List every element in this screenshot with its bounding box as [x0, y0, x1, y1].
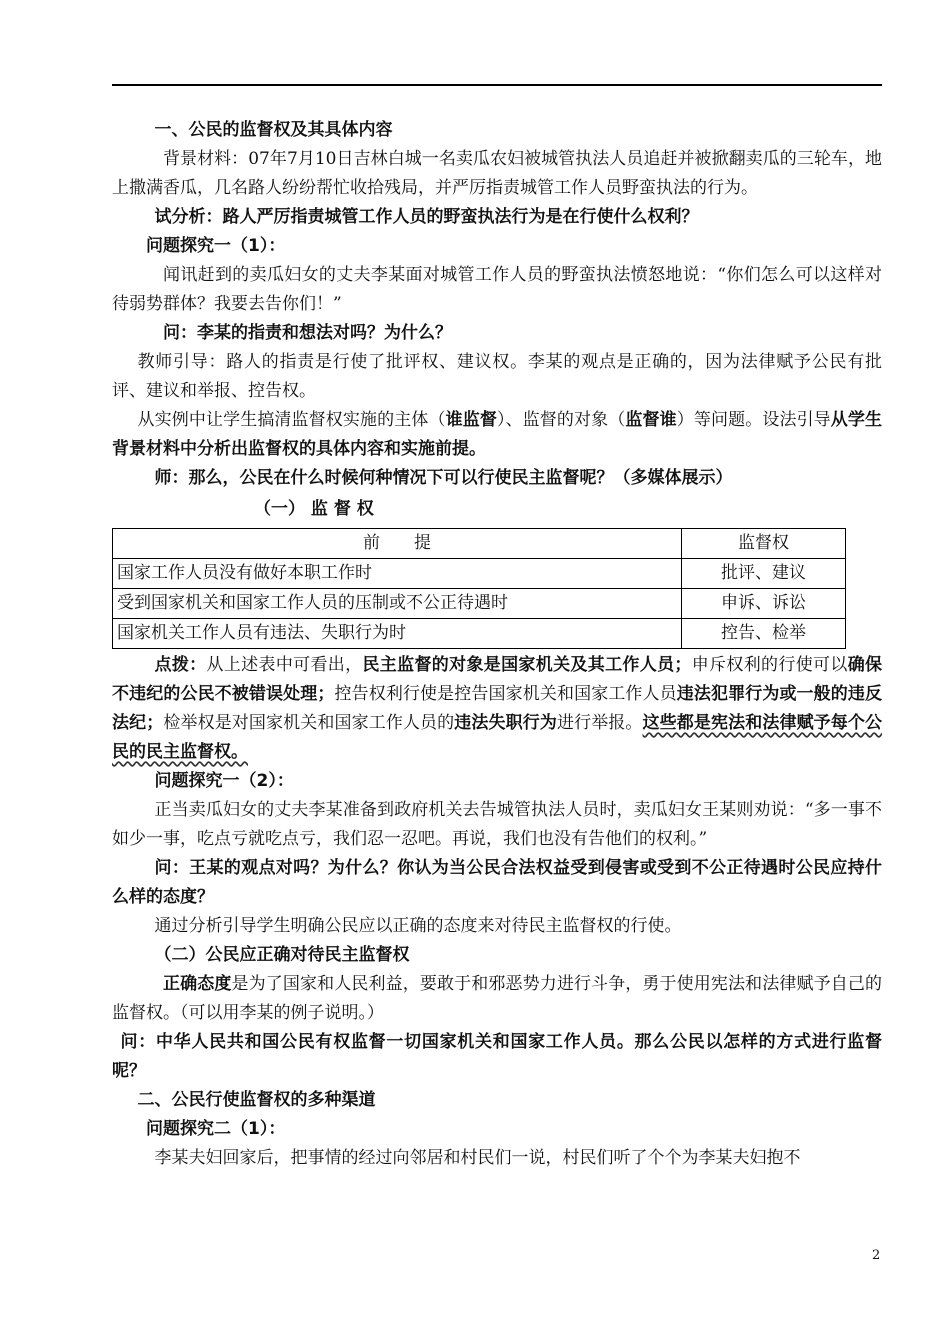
background-material-paragraph: 背景材料：07年7月10日吉林白城一名卖瓜农妇被城管执法人员追赶并被掀翻卖瓜的三轮车，地上撒满香瓜，几名路人纷纷帮忙收拾残局，并严厉指责城管工作人员野蛮执法的行为。	[112, 149, 882, 198]
table-cell-right: 申诉、诉讼	[682, 589, 846, 619]
teacher-question: 师：那么，公民在什么时候何种情况下可以行使民主监督呢？（多媒体展示）	[154, 468, 733, 488]
table-title: （一） 监 督 权	[254, 499, 374, 519]
document-body	[112, 116, 882, 1173]
table-cell-right: 控告、检举	[682, 619, 846, 649]
header-rule	[112, 84, 882, 86]
supervision-table	[112, 528, 846, 649]
li-statement-paragraph: 闻讯赶到的卖瓜妇女的丈夫李某面对城管工作人员的野蛮执法愤怒地说：“你们怎么可以这样对待弱势群体？我要去告你们！”	[112, 265, 882, 314]
correct-attitude-paragraph: 正确态度是为了国家和人民利益，要敢于和邪恶势力进行斗争，勇于使用宪法和法律赋予自己的监督权。（可以用李某的例子说明。）	[112, 974, 883, 1023]
section-heading-1-2: （二）公民应正确对待民主监督权	[154, 945, 410, 965]
header-premise: 前 提	[113, 529, 682, 559]
teacher-guidance-paragraph: 教师引导：路人的指责是行使了批评权、建议权。李某的观点是正确的，因为法律赋予公民有批评、建议和举报、控告权。	[112, 352, 882, 401]
question-channels: 问：中华人民共和国公民有权监督一切国家机关和国家工作人员。那么公民以怎样的方式进行监督呢？	[112, 1032, 882, 1081]
analysis-question: 试分析：路人严厉指责城管工作人员的野蛮执法行为是在行使什么权利？	[154, 207, 699, 227]
supervision-subject-paragraph: 从实例中让学生搞清监督权实施的主体（谁监督）、监督的对象（监督谁）等问题。设法引导从学生背景材料中分析出监督权的具体内容和实施前提。	[112, 410, 883, 459]
table-cell-premise: 国家机关工作人员有违法、失职行为时	[113, 619, 682, 649]
table-cell-premise: 受到国家机关和国家工作人员的压制或不公正待遇时	[113, 589, 682, 619]
table-cell-premise: 国家工作人员没有做好本职工作时	[113, 559, 682, 589]
section-heading-1: 一、公民的监督权及其具体内容	[154, 120, 393, 140]
exploration-heading-2-1: 问题探究二（1）：	[146, 1119, 286, 1139]
hint-paragraph: 点拨：从上述表中可看出，民主监督的对象是国家机关及其工作人员；申斥权利的行使可以确保不违纪的公民不被错误处理；控告权利行使是控告国家机关和国家工作人员违法犯罪行为或一般的违反法纪；检举权是对国家机关和国家工作人员的违法失职行为进行举报。这些都是宪法和法律赋予每个公民的民主监督权。	[112, 655, 883, 762]
header-right: 监督权	[682, 529, 846, 559]
table-header-row	[113, 529, 846, 559]
section-heading-2: 二、公民行使监督权的多种渠道	[137, 1090, 376, 1110]
table-cell-right: 批评、建议	[682, 559, 846, 589]
table-row	[113, 589, 846, 619]
wang-statement-paragraph: 正当卖瓜妇女的丈夫李某准备到政府机关去告城管执法人员时，卖瓜妇女王某则劝说：“多一事不如少一事，吃点亏就吃点亏，我们忍一忍吧。再说，我们也没有告他们的权利。”	[112, 800, 882, 849]
exploration-heading-1-1: 问题探究一（1）：	[146, 236, 286, 256]
table-row	[113, 559, 846, 589]
villagers-paragraph: 李某夫妇回家后，把事情的经过向邻居和村民们一说，村民们听了个个为李某夫妇抱不	[154, 1148, 801, 1168]
table-row	[113, 619, 846, 649]
question-li: 问：李某的指责和想法对吗？为什么？	[163, 323, 452, 343]
question-wang: 问：王某的观点对吗？为什么？你认为当公民合法权益受到侵害或受到不公正待遇时公民应持什么样的态度？	[112, 858, 882, 907]
exploration-heading-1-2: 问题探究一（2）：	[154, 771, 294, 791]
analysis-guidance-paragraph: 通过分析引导学生明确公民应以正确的态度来对待民主监督权的行使。	[154, 916, 682, 936]
page-number: 2	[872, 1248, 881, 1263]
